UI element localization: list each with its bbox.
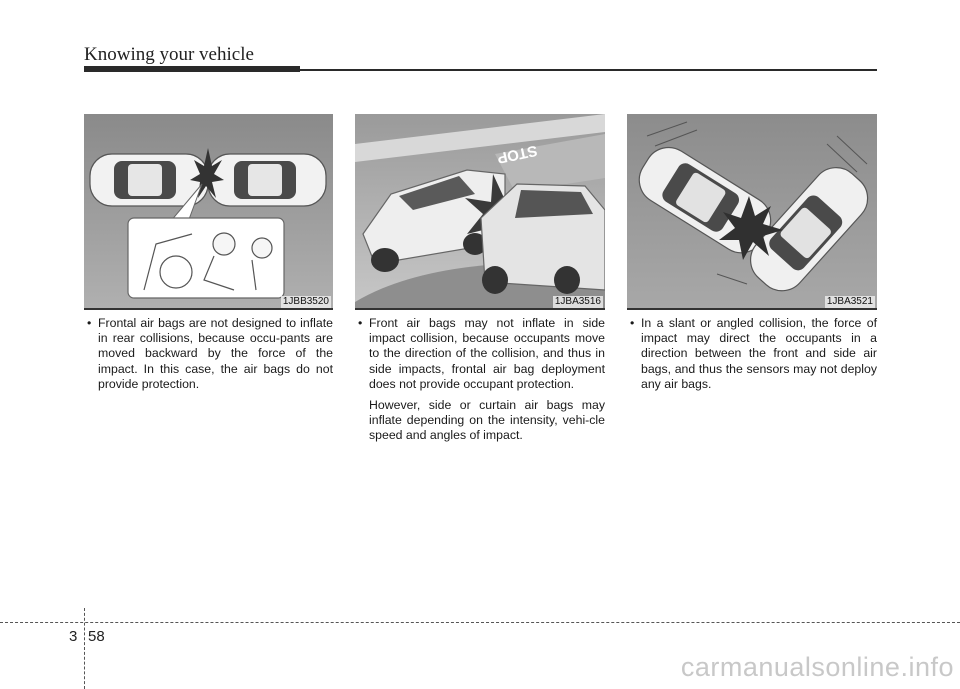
- paragraph-text: Front air bags may not inflate in side impact collision, because occupants move to the direction of the collision, and thus in side impacts, frontal air bag deployment does not provide occupant protection.: [369, 316, 605, 391]
- watermark-text: carmanualsonline.info: [680, 652, 954, 682]
- car-rear-right: [208, 154, 326, 206]
- bullet-marker: •: [358, 316, 363, 330]
- text-column-angled-collision: [627, 316, 877, 392]
- car-side-right: [481, 184, 605, 294]
- figure-side-collision: [355, 114, 605, 310]
- figure-rear-collision: [84, 114, 333, 310]
- footer-rule: [0, 622, 960, 623]
- figure-code: 1JBA3521: [826, 296, 873, 307]
- chapter-number: 3: [69, 628, 78, 645]
- bullet-paragraph: [355, 316, 605, 392]
- bullet-paragraph: [84, 316, 333, 392]
- text-column-rear-collision: [84, 316, 333, 392]
- bullet-marker: •: [87, 316, 92, 330]
- figure-angled-collision: [627, 114, 877, 310]
- bullet-paragraph: [627, 316, 877, 392]
- angled-collision-illustration: [627, 114, 877, 310]
- footer-divider: [84, 608, 85, 689]
- paragraph-text: Frontal air bags are not designed to inflate in rear collisions, because occu-pants are moved backward by the force of the impact. In this case, the air bags do not provide protection.: [98, 316, 333, 391]
- rear-collision-illustration: [84, 114, 333, 310]
- figure-code: 1JBA3516: [554, 296, 601, 307]
- paragraph-text: However, side or curtain air bags may inflate depending on the intensity, vehi-cle speed and angles of impact.: [369, 398, 605, 443]
- figure-code: 1JBB3520: [282, 296, 329, 307]
- header-rule-thick: [84, 66, 300, 72]
- road-stop-text: STOP: [495, 141, 539, 167]
- section-title: Knowing your vehicle: [84, 44, 254, 65]
- paragraph-text: In a slant or angled collision, the force of impact may direct the occupants in a direction between the front and side air bags, and thus the sensors may not deploy any air bags.: [641, 316, 877, 391]
- side-collision-illustration: [355, 114, 605, 310]
- text-column-side-collision: [355, 316, 605, 444]
- page-number: 58: [88, 628, 105, 645]
- header-rule-thin: [300, 69, 877, 71]
- bullet-marker: •: [630, 316, 635, 330]
